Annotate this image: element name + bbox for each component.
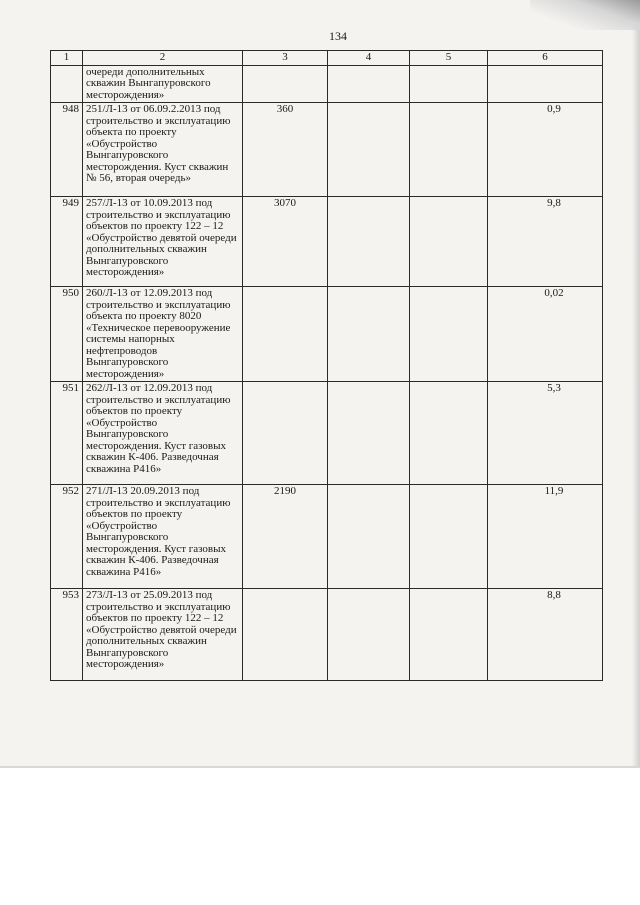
page-number: 134 — [329, 29, 347, 43]
table-row — [51, 197, 603, 287]
row-col6-cell — [488, 197, 603, 287]
row-description: 262/Л-13 от 12.09.2013 под строительство и эксплуатацию объектов по проекту «Обустройство Вынгапуровского месторождения. Куст газовых скважин К-406. Разведочная скважина Р416» — [83, 382, 243, 485]
row-col6-value: 5,3 — [547, 382, 561, 394]
row-col6-cell — [488, 287, 603, 382]
row-col6-value: 0,9 — [547, 103, 561, 115]
column-header-6: 6 — [488, 51, 603, 66]
row-number: 948 — [51, 103, 83, 197]
row-col4-value — [328, 197, 410, 287]
row-col3-value: 360 — [243, 103, 328, 197]
row-col5-value — [410, 382, 488, 485]
column-header-3: 3 — [243, 51, 328, 66]
row-col3-value: 3070 — [243, 197, 328, 287]
table-row — [51, 287, 603, 382]
scan-edge-shadow — [632, 0, 640, 766]
row-description: 257/Л-13 от 10.09.2013 под строительство и эксплуатацию объектов по проекту 122 – 12 «Обустройство девятой очереди дополнительных скважин Вынгапуровского месторождения» — [83, 197, 243, 287]
continuation-cell-5 — [410, 65, 488, 103]
row-col4-value — [328, 103, 410, 197]
row-description: 251/Л-13 от 06.09.2.2013 под строительство и эксплуатацию объекта по проекту «Обустройство Вынгапуровского месторождения. Куст скважин № 56, вторая очередь» — [83, 103, 243, 197]
table-row — [51, 485, 603, 589]
continuation-cell-6 — [488, 65, 603, 103]
row-col6-value: 0,02 — [544, 287, 564, 299]
row-col5-value — [410, 485, 488, 589]
row-col6-cell — [488, 589, 603, 681]
row-col4-value — [328, 589, 410, 681]
table-row — [51, 382, 603, 485]
continuation-cell-4 — [328, 65, 410, 103]
continuation-desc-cell: очереди дополнительных скважин Вынгапуровского месторождения» — [83, 65, 243, 103]
row-col3-value: 2190 — [243, 485, 328, 589]
row-col5-value — [410, 103, 488, 197]
continuation-num-cell — [51, 65, 83, 103]
row-number: 951 — [51, 382, 83, 485]
row-col4-value — [328, 382, 410, 485]
column-number-header — [51, 51, 603, 66]
row-col6-cell — [488, 103, 603, 197]
column-header-4: 4 — [328, 51, 410, 66]
register-table — [50, 50, 603, 681]
scan-corner-shadow — [530, 0, 640, 30]
table-row — [51, 103, 603, 197]
row-col6-value: 11,9 — [544, 485, 564, 497]
row-col3-value — [243, 589, 328, 681]
row-col5-value — [410, 197, 488, 287]
row-number: 949 — [51, 197, 83, 287]
continuation-cell-3 — [243, 65, 328, 103]
column-header-1: 1 — [51, 51, 83, 66]
row-col6-cell — [488, 485, 603, 589]
column-header-5: 5 — [410, 51, 488, 66]
row-col6-cell — [488, 382, 603, 485]
row-col3-value — [243, 287, 328, 382]
row-number: 950 — [51, 287, 83, 382]
row-col4-value — [328, 485, 410, 589]
table-row — [51, 589, 603, 681]
row-col6-value: 8,8 — [547, 589, 561, 601]
column-header-2: 2 — [83, 51, 243, 66]
row-description: 273/Л-13 от 25.09.2013 под строительство и эксплуатацию объектов по проекту 122 – 12 «Обустройство девятой очереди дополнительных скважин Вынгапуровского месторождения» — [83, 589, 243, 681]
row-col5-value — [410, 287, 488, 382]
row-number: 952 — [51, 485, 83, 589]
continuation-row — [51, 65, 603, 103]
row-description: 271/Л-13 20.09.2013 под строительство и эксплуатацию объектов по проекту «Обустройство Вынгапуровского месторождения. Куст газовых скважин К-406. Разведочная скважина Р416» — [83, 485, 243, 589]
row-col3-value — [243, 382, 328, 485]
row-col4-value — [328, 287, 410, 382]
row-col6-value: 9,8 — [547, 197, 561, 209]
row-col5-value — [410, 589, 488, 681]
row-number: 953 — [51, 589, 83, 681]
row-description: 260/Л-13 от 12.09.2013 под строительство и эксплуатацию объекта по проекту 8020 «Техническое перевооружение системы напорных нефтепроводов Вынгапуровского месторождения» — [83, 287, 243, 382]
